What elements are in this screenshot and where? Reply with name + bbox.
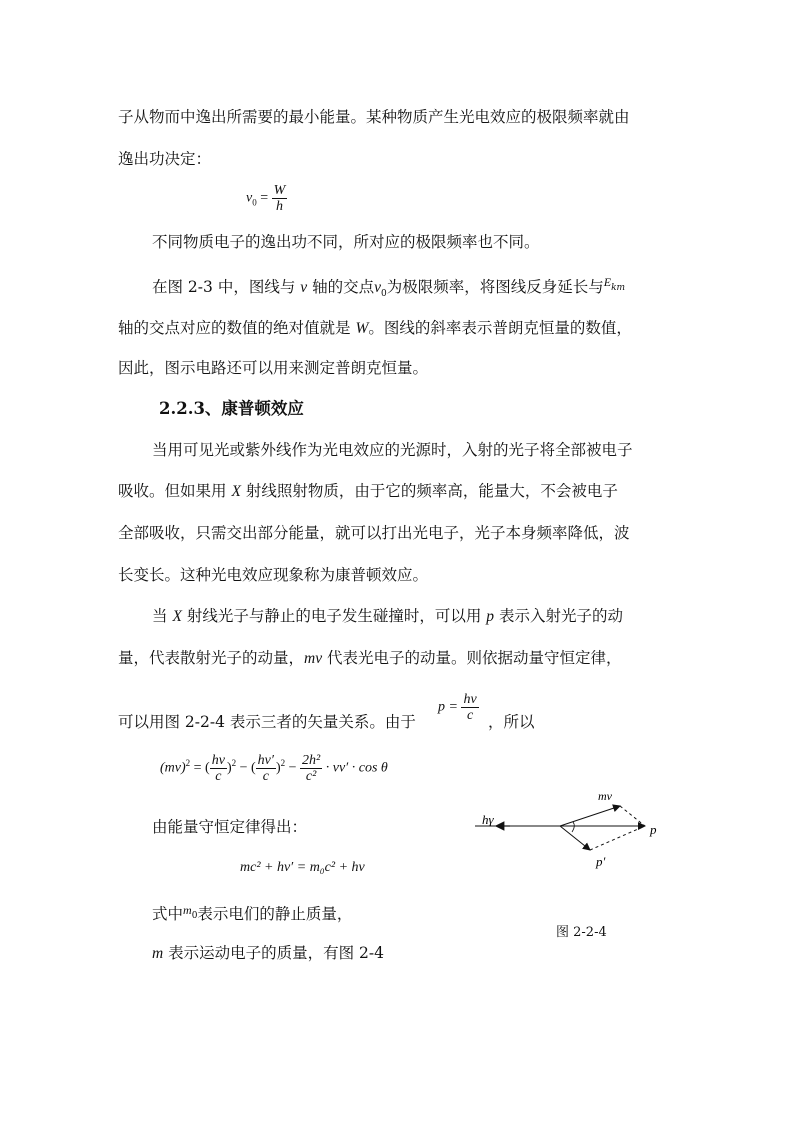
text-line bbox=[152, 817, 307, 837]
eq-sup: 2 bbox=[231, 758, 237, 769]
fraction bbox=[256, 753, 276, 784]
text: 因此，图示电路还可以用来测定普朗克恒量。 bbox=[118, 359, 429, 377]
text-line bbox=[118, 712, 416, 732]
text: 为极限频率，将图线反身延长与 bbox=[386, 278, 604, 296]
text-line bbox=[152, 606, 623, 627]
eq-sup: 2 bbox=[280, 758, 286, 769]
figure-caption: 图 2-2-4 bbox=[556, 925, 607, 940]
denominator: c² bbox=[305, 769, 317, 784]
eq-operator: = bbox=[256, 190, 272, 206]
text: 。图线的斜率表示普朗克恒量的数值， bbox=[368, 319, 632, 337]
text: 表示运动电子的质量，有图 2-4 bbox=[163, 944, 385, 962]
text-line bbox=[152, 943, 384, 964]
fraction bbox=[300, 753, 322, 784]
text-line bbox=[118, 565, 428, 585]
text: 轴的交点 bbox=[307, 278, 375, 296]
eq-part: · vv′ · cos θ bbox=[322, 760, 388, 776]
fraction bbox=[461, 692, 478, 723]
text: 量，代表散射光子的动量， bbox=[118, 649, 305, 667]
text: 吸收。但如果用 bbox=[118, 482, 232, 500]
label-p: p bbox=[650, 822, 657, 837]
text: 在图 2-3 中，图线与 bbox=[152, 278, 301, 296]
text-line bbox=[152, 277, 625, 304]
denominator: h bbox=[275, 199, 283, 214]
text: 表示入射光子的动 bbox=[494, 607, 623, 625]
text: 可以用图 2-2-4 表示三者的矢量关系。由于 bbox=[118, 713, 416, 731]
label-pprime: p′ bbox=[596, 854, 606, 869]
denominator: c bbox=[466, 708, 474, 723]
text: 当 bbox=[152, 607, 173, 625]
fraction bbox=[272, 183, 288, 214]
text: ，所以 bbox=[488, 713, 535, 731]
text: 逸出功决定： bbox=[118, 150, 212, 168]
numerator: W bbox=[273, 183, 286, 198]
math-X: X bbox=[172, 608, 182, 625]
text: 代表光电子的动量。则依据动量守恒定律， bbox=[322, 649, 622, 667]
text: 长变长。这种光电效应现象称为康普顿效应。 bbox=[118, 566, 429, 584]
text: 不同物质电子的逸出功不同，所对应的极限频率也不同。 bbox=[152, 233, 540, 251]
math-Ekm: E bbox=[603, 275, 612, 289]
subscript: 0 bbox=[191, 911, 198, 922]
eq-sup: 2 bbox=[185, 758, 191, 769]
math-p: p bbox=[486, 608, 495, 625]
text-line bbox=[118, 481, 618, 502]
eq-lhs: p = bbox=[438, 699, 462, 715]
math-X: X bbox=[231, 483, 241, 500]
denominator: c bbox=[262, 769, 269, 784]
vector-diagram bbox=[470, 786, 670, 876]
math-v: v bbox=[300, 279, 308, 296]
text-line bbox=[118, 107, 630, 127]
denominator: c bbox=[215, 769, 222, 784]
subscript: 0 bbox=[380, 289, 387, 300]
eq-part: − bbox=[285, 760, 301, 776]
eq-subscript: 0 bbox=[252, 197, 257, 208]
eq-symbol: v bbox=[246, 190, 253, 206]
text: 子从物而中逸出所需要的最小能量。某种物质产生光电效应的极限频率就由 bbox=[118, 108, 630, 126]
text: 射线照射物质，由于它的频率高，能量大，不会被电子 bbox=[240, 482, 618, 500]
angle-arc bbox=[572, 822, 574, 832]
text: 轴的交点对应的数值的绝对值就是 bbox=[118, 319, 356, 337]
eq-part: ) bbox=[226, 760, 232, 776]
fraction bbox=[210, 753, 227, 784]
text: 当用可见光或紫外线作为光电效应的光源时，入射的光子将全部被电子 bbox=[152, 441, 633, 459]
numerator: 2h² bbox=[302, 753, 321, 768]
dashed-edge bbox=[590, 826, 645, 850]
text: 式中 bbox=[152, 905, 184, 923]
label-hgamma: hγ bbox=[482, 812, 494, 827]
pprime-vector bbox=[560, 826, 590, 850]
subscript: km bbox=[611, 283, 626, 294]
equation-momentum bbox=[160, 753, 388, 784]
text-line bbox=[488, 712, 535, 732]
numerator: hv bbox=[211, 753, 225, 768]
equation-energy bbox=[240, 860, 365, 876]
text-line bbox=[152, 232, 540, 252]
equation-v0 bbox=[246, 183, 287, 214]
eq-part: = ( bbox=[190, 760, 210, 776]
math-m: m bbox=[152, 945, 164, 962]
text-line bbox=[118, 523, 630, 543]
math-W: W bbox=[355, 320, 369, 337]
text: 射线光子与静止的电子发生碰撞时，可以用 bbox=[181, 607, 487, 625]
heading-text: 2.2.3、康普顿效应 bbox=[159, 399, 304, 418]
text-line bbox=[118, 358, 428, 378]
text-line bbox=[118, 149, 211, 169]
math-v0: v bbox=[374, 279, 381, 296]
math-m0: m bbox=[183, 903, 192, 917]
text: 由能量守恒定律得出： bbox=[152, 818, 308, 836]
text-line bbox=[118, 318, 632, 339]
eq-part: − ( bbox=[236, 760, 256, 776]
eq-text: mc² + hv′ = m₀c² + hv bbox=[240, 860, 365, 875]
text-line bbox=[152, 904, 352, 931]
equation-p-hv-c bbox=[438, 692, 479, 723]
math-mv: mv bbox=[304, 650, 323, 667]
eq-part: (mv) bbox=[160, 760, 186, 776]
section-heading bbox=[159, 399, 304, 419]
label-mv: mv bbox=[598, 789, 612, 803]
numerator: hv bbox=[463, 692, 477, 707]
text: 全部吸收，只需交出部分能量，就可以打出光电子，光子本身频率降低，波 bbox=[118, 524, 630, 542]
text: 表示电们的静止质量， bbox=[197, 905, 353, 923]
text-line bbox=[118, 648, 622, 669]
eq-part: ) bbox=[275, 760, 281, 776]
dashed-edge bbox=[620, 806, 645, 826]
mv-vector bbox=[560, 806, 620, 826]
text-line bbox=[152, 440, 633, 460]
numerator: hv′ bbox=[257, 753, 274, 768]
